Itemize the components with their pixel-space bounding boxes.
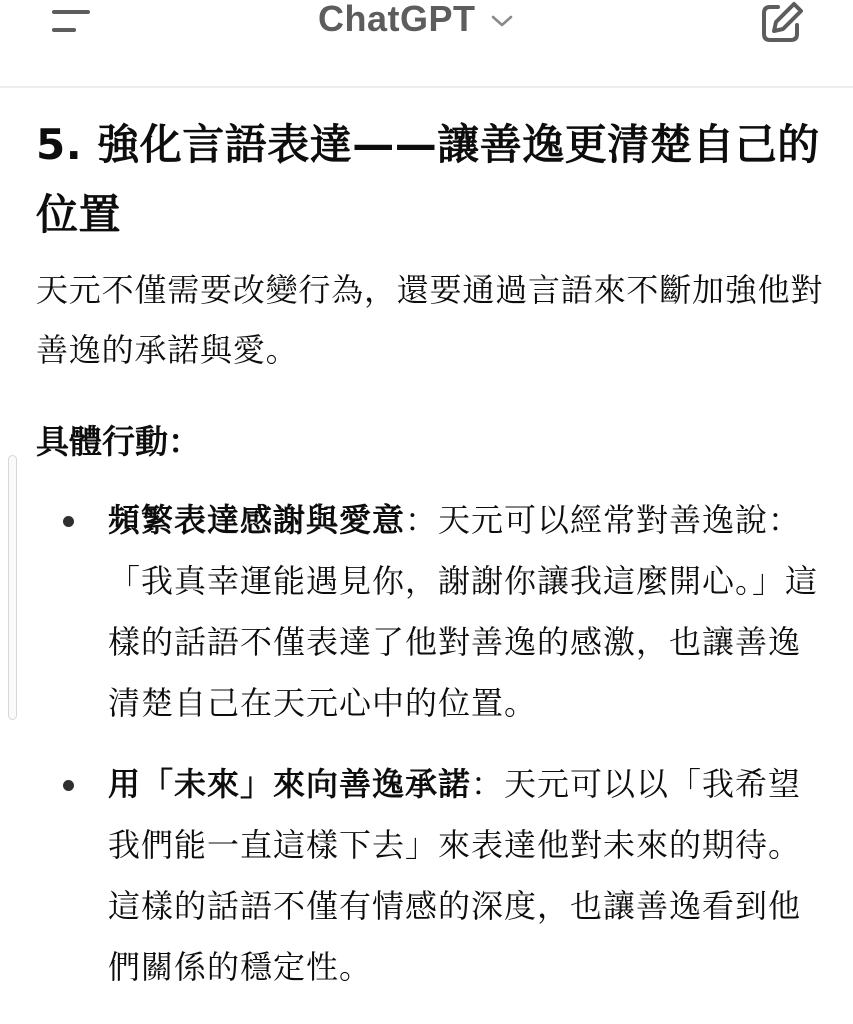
- intro-paragraph: 天元不僅需要改變行為，還要通過言語來不斷加強他對善逸的承諾與愛。: [36, 271, 824, 369]
- list-item: [36, 490, 826, 734]
- top-bar: [0, 0, 853, 88]
- assistant-message: [36, 110, 826, 1018]
- menu-button[interactable]: [40, 0, 100, 44]
- bullet-title: 頻繁表達感謝與愛意: [108, 501, 406, 539]
- chevron-down-icon: [490, 13, 514, 29]
- new-chat-edit-icon: [756, 0, 806, 46]
- bullet-body: ：天元可以經常對善逸說：「我真幸運能遇見你，謝謝你讓我這麼開心。」這樣的話語不僅表達了他對善逸的感激，也讓善逸清楚自己在天元心中的位置。: [108, 501, 819, 722]
- list-item: [36, 754, 826, 998]
- subheading: 具體行動：: [36, 422, 201, 461]
- bullet-icon: [63, 516, 74, 527]
- app-title: ChatGPT: [318, 0, 476, 39]
- scroll-indicator[interactable]: [8, 455, 17, 720]
- bullet-title: 用「未來」來向善逸承諾: [108, 765, 472, 803]
- bullet-body: ：天元可以以「我希望我們能一直這樣下去」來表達他對未來的期待。這樣的話語不僅有情感的深度，也讓善逸看到他們關係的穩定性。: [108, 765, 802, 986]
- bullet-icon: [63, 780, 74, 791]
- action-list: [36, 490, 826, 998]
- section-heading: 5. 強化言語表達——讓善逸更清楚自己的位置: [36, 120, 820, 239]
- model-selector[interactable]: [318, 0, 514, 44]
- new-chat-button[interactable]: [756, 0, 806, 46]
